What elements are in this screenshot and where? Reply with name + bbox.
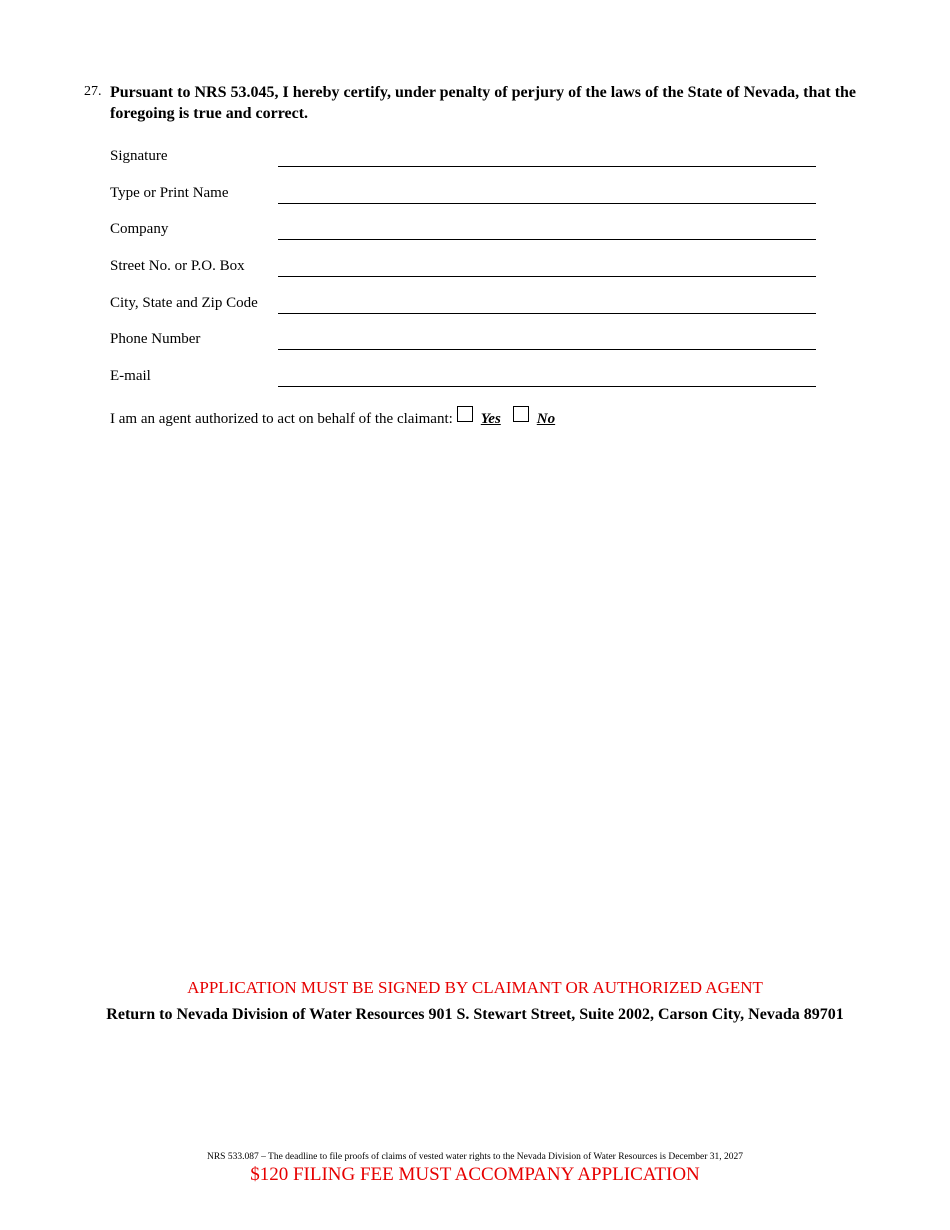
filing-fee-notice: $120 FILING FEE MUST ACCOMPANY APPLICATION xyxy=(250,1164,700,1185)
company-label: Company xyxy=(110,221,169,237)
print-name-row xyxy=(110,180,816,204)
return-address: Return to Nevada Division of Water Resources 901 S. Stewart Street, Suite 2002, Carson City, Nevada 89701 xyxy=(106,1006,844,1023)
phone-label: Phone Number xyxy=(110,331,201,347)
agent-yes-checkbox[interactable] xyxy=(457,406,473,422)
agent-question: I am an agent authorized to act on behalf of the claimant: xyxy=(110,411,453,427)
city-state-zip-field[interactable] xyxy=(278,295,816,314)
email-field[interactable] xyxy=(278,368,816,387)
email-label: E-mail xyxy=(110,368,151,384)
signature-row xyxy=(110,143,816,167)
company-row xyxy=(110,216,816,240)
signature-label: Signature xyxy=(110,148,168,164)
city-state-zip-row xyxy=(110,290,816,314)
city-state-zip-label: City, State and Zip Code xyxy=(110,295,258,311)
street-label: Street No. or P.O. Box xyxy=(110,258,245,274)
agent-no-checkbox[interactable] xyxy=(513,406,529,422)
item-number: 27. xyxy=(84,84,102,99)
street-field[interactable] xyxy=(278,258,816,277)
company-field[interactable] xyxy=(278,221,816,240)
deadline-footnote: NRS 533.087 – The deadline to file proofs of claims of vested water rights to the Nevada Division of Water Resources is December 31, 2027 xyxy=(206,1152,744,1162)
email-row xyxy=(110,363,816,387)
signature-field[interactable] xyxy=(278,148,816,167)
print-name-field[interactable] xyxy=(278,185,816,204)
phone-row xyxy=(110,326,816,350)
street-row xyxy=(110,253,816,277)
agent-no-label: No xyxy=(536,411,556,427)
certification-statement: Pursuant to NRS 53.045, I hereby certify, under penalty of perjury of the laws of the State of Nevada, that the foregoing is true and correct. xyxy=(110,84,857,122)
signature-required-notice: APPLICATION MUST BE SIGNED BY CLAIMANT OR AUTHORIZED AGENT xyxy=(187,978,763,997)
agent-authorization-row xyxy=(110,404,563,428)
phone-field[interactable] xyxy=(278,331,816,350)
print-name-label: Type or Print Name xyxy=(110,185,229,201)
agent-yes-label: Yes xyxy=(480,411,501,427)
